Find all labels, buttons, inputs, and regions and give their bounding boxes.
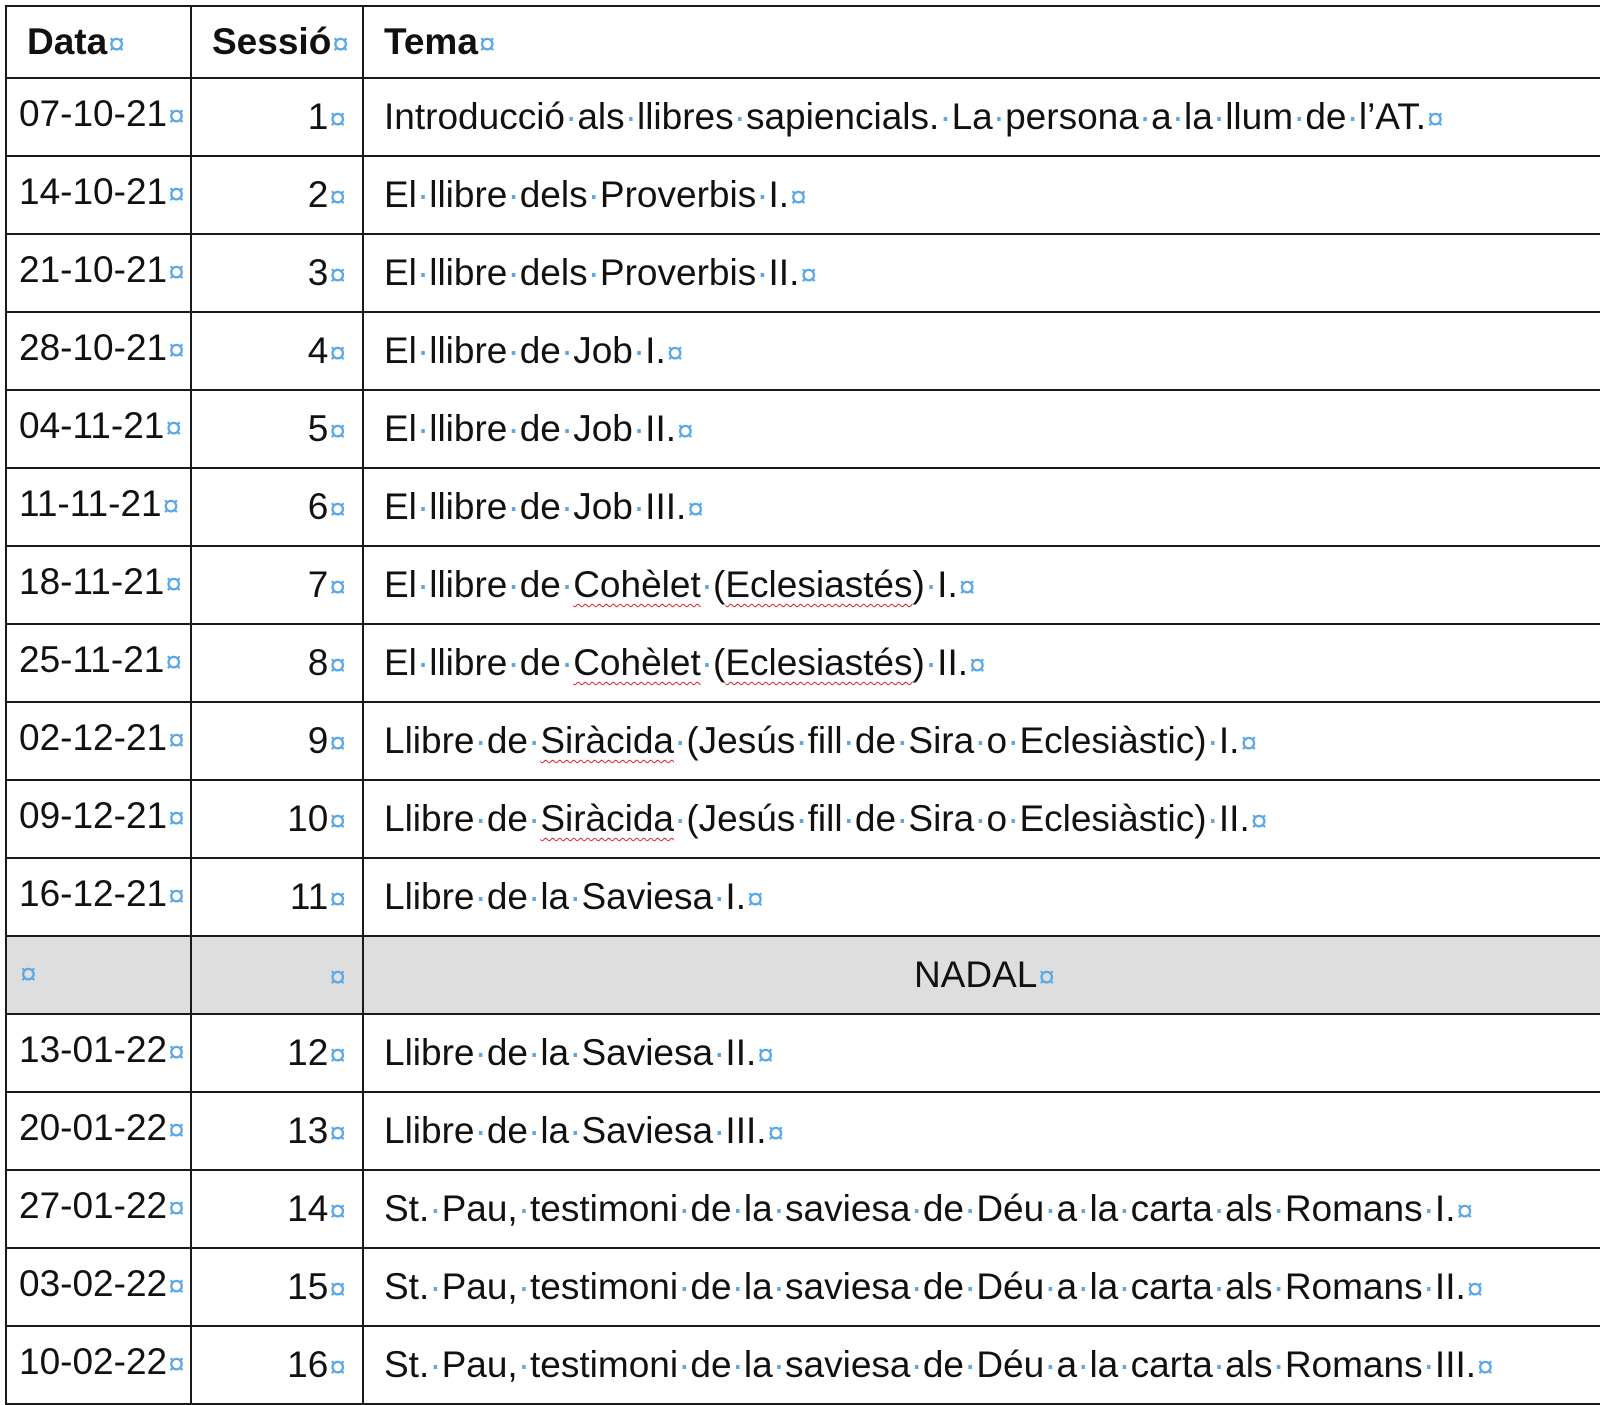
cell-end-mark: ¤ [168, 1114, 185, 1147]
date-cell-text: 25-11-21 [19, 639, 165, 680]
cell-end-mark: ¤ [168, 178, 185, 211]
cell-end-mark: ¤ [478, 28, 496, 61]
session-cell-text: 14 [287, 1188, 329, 1229]
cell-end-mark: ¤ [168, 802, 185, 835]
topic-cell-text: Llibre·de·Siràcida·(Jesús·fill·de·Sira·o·Eclesiàstic)·I. [384, 720, 1240, 761]
table-row [6, 390, 1600, 468]
header-date[interactable] [6, 6, 191, 78]
topic-cell-text: El·llibre·de·Job·I. [384, 330, 666, 371]
date-cell[interactable] [6, 390, 191, 468]
date-cell[interactable] [6, 234, 191, 312]
cell-end-mark: ¤ [20, 958, 37, 991]
session-cell-text: 15 [287, 1266, 329, 1307]
schedule-table [5, 5, 1600, 1405]
cell-end-mark: ¤ [329, 649, 346, 682]
cell-end-mark: ¤ [800, 259, 818, 292]
session-cell-text: 1 [307, 96, 329, 137]
date-cell[interactable] [6, 1014, 191, 1092]
session-cell[interactable] [191, 780, 363, 858]
session-cell[interactable] [191, 702, 363, 780]
session-cell-text: 10 [287, 798, 329, 839]
cell-end-mark: ¤ [165, 646, 183, 679]
topic-cell[interactable] [363, 78, 1600, 156]
cell-end-mark: ¤ [1477, 1351, 1494, 1384]
session-cell-text: 8 [307, 642, 329, 683]
topic-cell-text: Llibre·de·la·Saviesa·I. [384, 876, 746, 917]
cell-end-mark: ¤ [757, 1039, 774, 1072]
header-topic[interactable] [363, 6, 1600, 78]
cell-end-mark: ¤ [168, 256, 185, 289]
session-cell-text: 11 [289, 876, 329, 917]
session-cell[interactable] [191, 390, 363, 468]
cell-end-mark: ¤ [1240, 727, 1258, 760]
session-cell[interactable] [191, 234, 363, 312]
table-row [6, 1014, 1600, 1092]
topic-cell-text: Llibre·de·la·Saviesa·II. [384, 1032, 757, 1073]
cell-end-mark: ¤ [165, 568, 183, 601]
header-date-label: Data [27, 21, 108, 62]
cell-end-mark: ¤ [329, 1273, 346, 1306]
cell-end-mark: ¤ [329, 1117, 346, 1150]
table-row [6, 780, 1600, 858]
date-cell-text: 07-10-21 [19, 93, 168, 134]
cell-end-mark: ¤ [168, 334, 185, 367]
topic-cell[interactable] [363, 156, 1600, 234]
date-cell-text: 09-12-21 [19, 795, 168, 836]
date-cell-text: 28-10-21 [19, 327, 168, 368]
date-cell-text: 14-10-21 [19, 171, 168, 212]
date-cell[interactable] [6, 1248, 191, 1326]
header-session-label: Sessió [212, 21, 332, 62]
topic-cell-text: El·llibre·de·Job·III. [384, 486, 687, 527]
topic-cell[interactable] [363, 1326, 1600, 1404]
topic-cell-text: El·llibre·de·Job·II. [384, 408, 677, 449]
topic-cell[interactable] [363, 390, 1600, 468]
session-cell[interactable] [191, 624, 363, 702]
session-cell[interactable] [191, 1170, 363, 1248]
cell-end-mark: ¤ [329, 181, 346, 214]
session-cell-text: 3 [307, 252, 329, 293]
header-row [6, 6, 1600, 78]
topic-cell-text: St.·Pau,·testimoni·de·la·saviesa·de·Déu·a·la·carta·als·Romans·I. [384, 1188, 1456, 1229]
session-cell[interactable] [191, 468, 363, 546]
cell-end-mark: ¤ [329, 1351, 346, 1384]
topic-cell-text: El·llibre·dels·Proverbis·I. [384, 174, 790, 215]
cell-end-mark: ¤ [168, 1270, 185, 1303]
topic-cell[interactable] [363, 1014, 1600, 1092]
cell-end-mark: ¤ [1427, 103, 1444, 136]
cell-end-mark: ¤ [168, 724, 185, 757]
table-row [6, 624, 1600, 702]
topic-cell-text: El·llibre·de·Cohèlet·(Eclesiastés)·I. [384, 564, 958, 605]
date-cell-text: 21-10-21 [19, 249, 168, 290]
table-row [6, 234, 1600, 312]
session-cell[interactable] [191, 1248, 363, 1326]
date-cell-text: 18-11-21 [19, 561, 165, 602]
cell-end-mark: ¤ [677, 415, 694, 448]
date-cell-text: 02-12-21 [19, 717, 168, 758]
date-cell[interactable] [6, 858, 191, 936]
cell-end-mark: ¤ [1456, 1195, 1474, 1228]
session-cell-text: 9 [307, 720, 329, 761]
topic-cell[interactable] [363, 936, 1600, 1014]
header-session[interactable] [191, 6, 363, 78]
topic-cell[interactable] [363, 1092, 1600, 1170]
cell-end-mark: ¤ [329, 727, 346, 760]
table-row [6, 468, 1600, 546]
cell-end-mark: ¤ [329, 961, 346, 994]
topic-cell-text: Llibre·de·la·Saviesa·III. [384, 1110, 767, 1151]
date-cell[interactable] [6, 1326, 191, 1404]
date-cell[interactable] [6, 312, 191, 390]
cell-end-mark: ¤ [168, 880, 185, 913]
table-row [6, 78, 1600, 156]
cell-end-mark: ¤ [168, 1192, 185, 1225]
session-cell[interactable] [191, 1092, 363, 1170]
topic-cell[interactable] [363, 858, 1600, 936]
table-row [6, 156, 1600, 234]
topic-cell[interactable] [363, 1170, 1600, 1248]
session-cell[interactable] [191, 858, 363, 936]
session-cell[interactable] [191, 78, 363, 156]
session-cell-text: 4 [307, 330, 329, 371]
date-cell-text: 27-01-22 [19, 1185, 168, 1226]
date-cell-text: 16-12-21 [19, 873, 168, 914]
session-cell-text: 13 [287, 1110, 329, 1151]
cell-end-mark: ¤ [329, 103, 346, 136]
topic-cell-text: El·llibre·de·Cohèlet·(Eclesiastés)·II. [384, 642, 969, 683]
session-cell-text: 12 [287, 1032, 329, 1073]
cell-end-mark: ¤ [687, 493, 704, 526]
cell-end-mark: ¤ [746, 883, 764, 916]
cell-end-mark: ¤ [168, 100, 185, 133]
cell-end-mark: ¤ [969, 649, 986, 682]
table-row [6, 312, 1600, 390]
date-cell-text: 04-11-21 [19, 405, 165, 446]
date-cell-text: 13-01-22 [19, 1029, 168, 1070]
cell-end-mark: ¤ [329, 805, 346, 838]
session-cell[interactable] [191, 546, 363, 624]
cell-end-mark: ¤ [329, 1039, 346, 1072]
table-row [6, 1248, 1600, 1326]
topic-cell[interactable] [363, 234, 1600, 312]
topic-cell-text: Introducció·als·llibres·sapiencials.·La·persona·a·la·llum·de·l’AT. [384, 96, 1426, 137]
topic-cell[interactable] [363, 1248, 1600, 1326]
table-row [6, 546, 1600, 624]
cell-end-mark: ¤ [1038, 961, 1056, 994]
topic-cell[interactable] [363, 468, 1600, 546]
cell-end-mark: ¤ [168, 1036, 185, 1069]
date-cell[interactable] [6, 780, 191, 858]
cell-end-mark: ¤ [165, 412, 183, 445]
session-cell-text: 7 [307, 564, 329, 605]
cell-end-mark: ¤ [329, 415, 346, 448]
topic-cell[interactable] [363, 624, 1600, 702]
cell-end-mark: ¤ [329, 1195, 346, 1228]
cell-end-mark: ¤ [790, 181, 807, 214]
topic-cell-text: El·llibre·dels·Proverbis·II. [384, 252, 800, 293]
date-cell-text: 11-11-21 [19, 483, 162, 524]
date-cell-text: 10-02-22 [19, 1341, 168, 1382]
cell-end-mark: ¤ [108, 28, 125, 61]
date-cell[interactable] [6, 1092, 191, 1170]
date-cell[interactable] [6, 156, 191, 234]
session-cell-text: 6 [307, 486, 329, 527]
table-body [6, 78, 1600, 1404]
date-cell[interactable] [6, 468, 191, 546]
topic-cell-text: Llibre·de·Siràcida·(Jesús·fill·de·Sira·o·Eclesiàstic)·II. [384, 798, 1250, 839]
date-cell-text: 03-02-22 [19, 1263, 168, 1304]
date-cell[interactable] [6, 78, 191, 156]
header-topic-label: Tema [384, 21, 478, 62]
date-cell[interactable] [6, 702, 191, 780]
cell-end-mark: ¤ [767, 1117, 785, 1150]
date-cell[interactable] [6, 624, 191, 702]
session-cell-text: 5 [307, 408, 329, 449]
session-cell[interactable] [191, 1326, 363, 1404]
cell-end-mark: ¤ [1250, 805, 1268, 838]
cell-end-mark: ¤ [329, 883, 346, 916]
topic-cell-text: St.·Pau,·testimoni·de·la·saviesa·de·Déu·a·la·carta·als·Romans·III. [384, 1344, 1477, 1385]
cell-end-mark: ¤ [168, 1348, 185, 1381]
cell-end-mark: ¤ [329, 259, 346, 292]
session-cell-text: 16 [287, 1344, 329, 1385]
topic-cell-text: St.·Pau,·testimoni·de·la·saviesa·de·Déu·a·la·carta·als·Romans·II. [384, 1266, 1466, 1307]
date-cell[interactable] [6, 1170, 191, 1248]
topic-cell[interactable] [363, 312, 1600, 390]
session-cell[interactable] [191, 312, 363, 390]
topic-cell[interactable] [363, 546, 1600, 624]
topic-cell-text: NADAL [913, 954, 1038, 995]
table-row [6, 1170, 1600, 1248]
session-cell[interactable] [191, 936, 363, 1014]
date-cell-text: 20-01-22 [19, 1107, 168, 1148]
topic-cell[interactable] [363, 780, 1600, 858]
cell-end-mark: ¤ [329, 337, 346, 370]
cell-end-mark: ¤ [329, 571, 346, 604]
document-page [5, 5, 1600, 1405]
cell-end-mark: ¤ [329, 493, 346, 526]
cell-end-mark: ¤ [1466, 1273, 1484, 1306]
topic-cell[interactable] [363, 702, 1600, 780]
date-cell[interactable] [6, 546, 191, 624]
session-cell[interactable] [191, 1014, 363, 1092]
table-row [6, 1092, 1600, 1170]
cell-end-mark: ¤ [162, 490, 180, 523]
cell-end-mark: ¤ [332, 28, 349, 61]
cell-end-mark: ¤ [958, 571, 976, 604]
table-row [6, 702, 1600, 780]
session-cell-text: 2 [307, 174, 329, 215]
table-row [6, 858, 1600, 936]
table-row [6, 1326, 1600, 1404]
date-cell[interactable] [6, 936, 191, 1014]
session-cell[interactable] [191, 156, 363, 234]
holiday-row [6, 936, 1600, 1014]
cell-end-mark: ¤ [666, 337, 684, 370]
